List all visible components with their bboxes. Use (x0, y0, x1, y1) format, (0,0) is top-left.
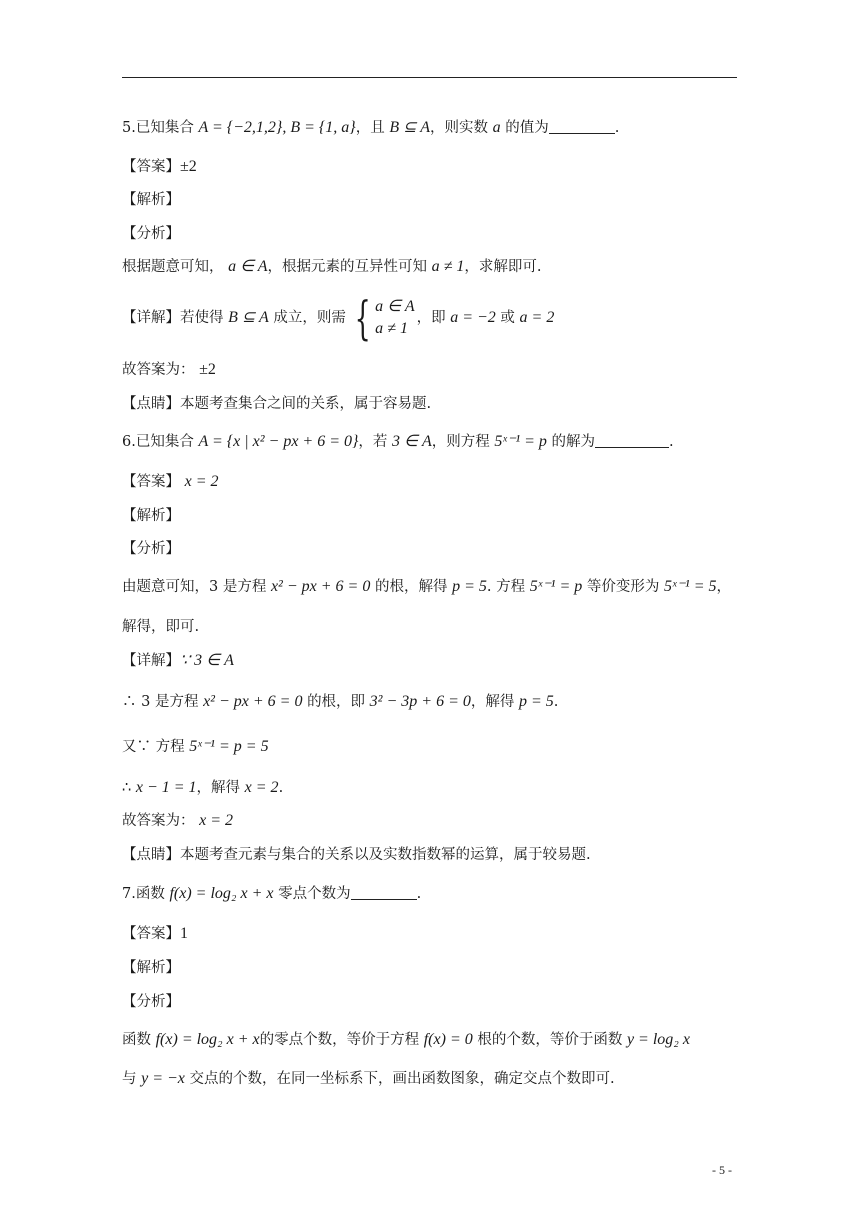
q7-end: . (416, 886, 422, 902)
q6-step3-a: 又∵ 方程 (122, 739, 185, 755)
q5-stem (122, 118, 619, 138)
q5-detail-expr-1: B ⊆ A (228, 309, 269, 326)
q6-member-expr: 3 ∈ A (392, 433, 432, 450)
q7-stem (122, 884, 421, 904)
q5-fenxi-expr-1: a ∈ A (228, 258, 268, 275)
q6-step2-expr-1: x² − px + 6 = 0 (203, 693, 303, 710)
q6-detail-tag: 【详解】 (122, 653, 180, 669)
q5-answer-blank (549, 119, 615, 134)
q6-eq-expr: 5ˣ⁻¹ = p (494, 433, 547, 450)
q6-point-text: 本题考查元素与集合的关系以及实数指数幂的运算，属于较易题. (180, 847, 591, 863)
q5-conclusion-label: 故答案为： (122, 362, 195, 378)
q6-stem (122, 432, 674, 452)
q6-step2-expr-2: 3² − 3p + 6 = 0 (369, 693, 471, 710)
q5-answer (122, 157, 197, 177)
q5-detail-2: 成立，则需 (273, 310, 346, 326)
q5-case-1: a ∈ A (375, 298, 415, 315)
q6-detail (122, 651, 234, 671)
q5-stem-prefix: 5.已知集合 (122, 120, 194, 136)
q7-suffix: 零点个数为 (278, 886, 351, 902)
q6-step2-d: . (553, 694, 559, 710)
q6-fenxi-expr-3: 5ˣ⁻¹ = p (529, 578, 583, 595)
q7-analysis-tag: 【解析】 (122, 960, 180, 976)
q5-analysis-tag: 【解析】 (122, 192, 180, 208)
q5-detail-3: ，即 (416, 310, 446, 326)
q6-fenxi-5: ， (716, 579, 732, 595)
q6-fenxi-cont: 解得，即可. (122, 619, 200, 635)
q6-fenxi-1: 由题意可知，3 是方程 (122, 579, 267, 595)
q6-step4-b: ，解得 (196, 780, 241, 796)
q5-detail-expr-2: a = −2 (450, 309, 496, 326)
q6-step4-c: . (278, 780, 284, 796)
q6-suffix: 的解为 (551, 434, 596, 450)
q6-step4-a: ∴ (122, 780, 132, 796)
q6-conclusion-value: x = 2 (199, 812, 234, 829)
q6-mid-1: ，若 (358, 434, 388, 450)
q7-fenxi-1: 函数 (122, 1032, 151, 1048)
q5-fenxi-2: ，根据元素的互异性可知 (267, 259, 428, 275)
q6-fenxi-expr-4: 5ˣ⁻¹ = 5 (663, 578, 717, 595)
q5-mid-2: ，则实数 (429, 120, 488, 136)
q7-fenxi-tag: 【分析】 (122, 994, 180, 1010)
q6-detail-1: ∵ 3 ∈ A (180, 652, 234, 669)
q5-detail-expr-3: a = 2 (519, 309, 555, 326)
q7-answer (122, 924, 188, 944)
q5-point (122, 394, 431, 414)
q5-fenxi-1: 根据题意可知， (122, 259, 224, 275)
q7-fenxi-5: 交点的个数，在同一坐标系下，画出函数图象，确定交点个数即可. (189, 1071, 615, 1087)
q5-set-expr: A = {−2,1,2}, B = {1, a} (198, 119, 356, 136)
q7-fenxi-expr-4: y = −x (141, 1070, 185, 1087)
q5-fenxi-tag: 【分析】 (122, 226, 180, 242)
q6-step-4 (122, 778, 283, 798)
q7-answer-tag: 【答案】 (122, 926, 180, 942)
q5-conclusion-value: ±2 (199, 361, 216, 378)
q7-fenxi-expr-3: y = log₂ x (626, 1031, 690, 1048)
q7-fenxi-2: 的零点个数，等价于方程 (259, 1032, 420, 1048)
q7-fenxi-3: 根的个数，等价于函数 (477, 1032, 623, 1048)
q5-cases-block (348, 291, 415, 345)
header-rule (122, 77, 737, 78)
q6-answer-tag: 【答案】 (122, 474, 180, 490)
q5-answer-value: ±2 (180, 158, 197, 175)
q7-fenxi-expr-2: f(x) = 0 (423, 1031, 473, 1048)
q6-step2-a: ∴ 3 是方程 (122, 694, 199, 710)
left-brace-icon: { (354, 291, 371, 345)
q5-end: . (614, 120, 620, 136)
q7-fenxi (122, 1030, 690, 1050)
q6-step2-b: 的根，即 (307, 694, 366, 710)
q5-conclusion (122, 360, 216, 380)
q6-step4-expr-1: x − 1 = 1 (135, 779, 197, 796)
q6-point (122, 845, 591, 865)
q7-fenxi-expr-1: f(x) = log₂ x + x (155, 1031, 260, 1048)
q7-answer-blank (351, 885, 417, 900)
q5-detail-1: 若使得 (180, 310, 224, 326)
q5-answer-tag: 【答案】 (122, 159, 180, 175)
q6-end: . (669, 434, 674, 450)
q6-set-expr: A = {x | x² − px + 6 = 0} (198, 433, 359, 450)
q6-step2-c: ，解得 (470, 694, 515, 710)
q5-detail-tag: 【详解】 (122, 310, 180, 326)
page-number: - 5 - (712, 1163, 732, 1177)
q5-fenxi (122, 257, 542, 277)
q5-case-2: a ≠ 1 (375, 320, 408, 337)
q6-point-tag: 【点睛】 (122, 847, 180, 863)
q6-answer (122, 472, 219, 492)
q5-detail (122, 291, 555, 345)
q6-fenxi-expr-2: p = 5 (452, 578, 487, 595)
q5-detail-4: 或 (500, 310, 515, 326)
q7-fenxi-4: 与 (122, 1071, 137, 1087)
q7-stem-prefix: 7.函数 (122, 886, 165, 902)
q5-subset-expr: B ⊆ A (389, 119, 430, 136)
q5-var: a (492, 119, 501, 136)
q5-mid-1: ，且 (355, 120, 385, 136)
q6-step-3 (122, 737, 269, 757)
q6-answer-value: x = 2 (184, 473, 219, 490)
q6-fenxi-3: . 方程 (486, 579, 526, 595)
q6-conclusion (122, 811, 233, 831)
q7-answer-value: 1 (180, 925, 188, 942)
q7-func-expr: f(x) = log₂ x + x (169, 885, 274, 902)
q6-answer-blank (595, 433, 669, 448)
q6-fenxi-expr-1: x² − px + 6 = 0 (270, 578, 371, 595)
q6-fenxi-4: 等价变形为 (586, 579, 660, 595)
q6-conclusion-label: 故答案为： (122, 813, 195, 829)
q5-fenxi-expr-2: a ≠ 1 (431, 258, 465, 275)
q6-fenxi-tag: 【分析】 (122, 541, 180, 557)
q5-suffix: 的值为 (505, 120, 549, 136)
q6-stem-prefix: 6.已知集合 (122, 434, 194, 450)
q6-mid-2: ，则方程 (431, 434, 490, 450)
q6-analysis-tag: 【解析】 (122, 508, 180, 524)
q6-fenxi (122, 577, 731, 597)
q6-step2-expr-3: p = 5 (518, 693, 554, 710)
q6-step4-expr-2: x = 2 (244, 779, 279, 796)
q6-fenxi-2: 的根，解得 (374, 579, 448, 595)
q5-point-text: 本题考查集合之间的关系，属于容易题. (180, 396, 432, 412)
q5-fenxi-3: ，求解即可. (464, 259, 542, 275)
q6-step3-expr: 5ˣ⁻¹ = p = 5 (189, 738, 269, 755)
q5-point-tag: 【点睛】 (122, 396, 180, 412)
q7-fenxi-cont (122, 1069, 615, 1089)
q6-step-2 (122, 692, 558, 712)
q5-cases (375, 299, 414, 337)
